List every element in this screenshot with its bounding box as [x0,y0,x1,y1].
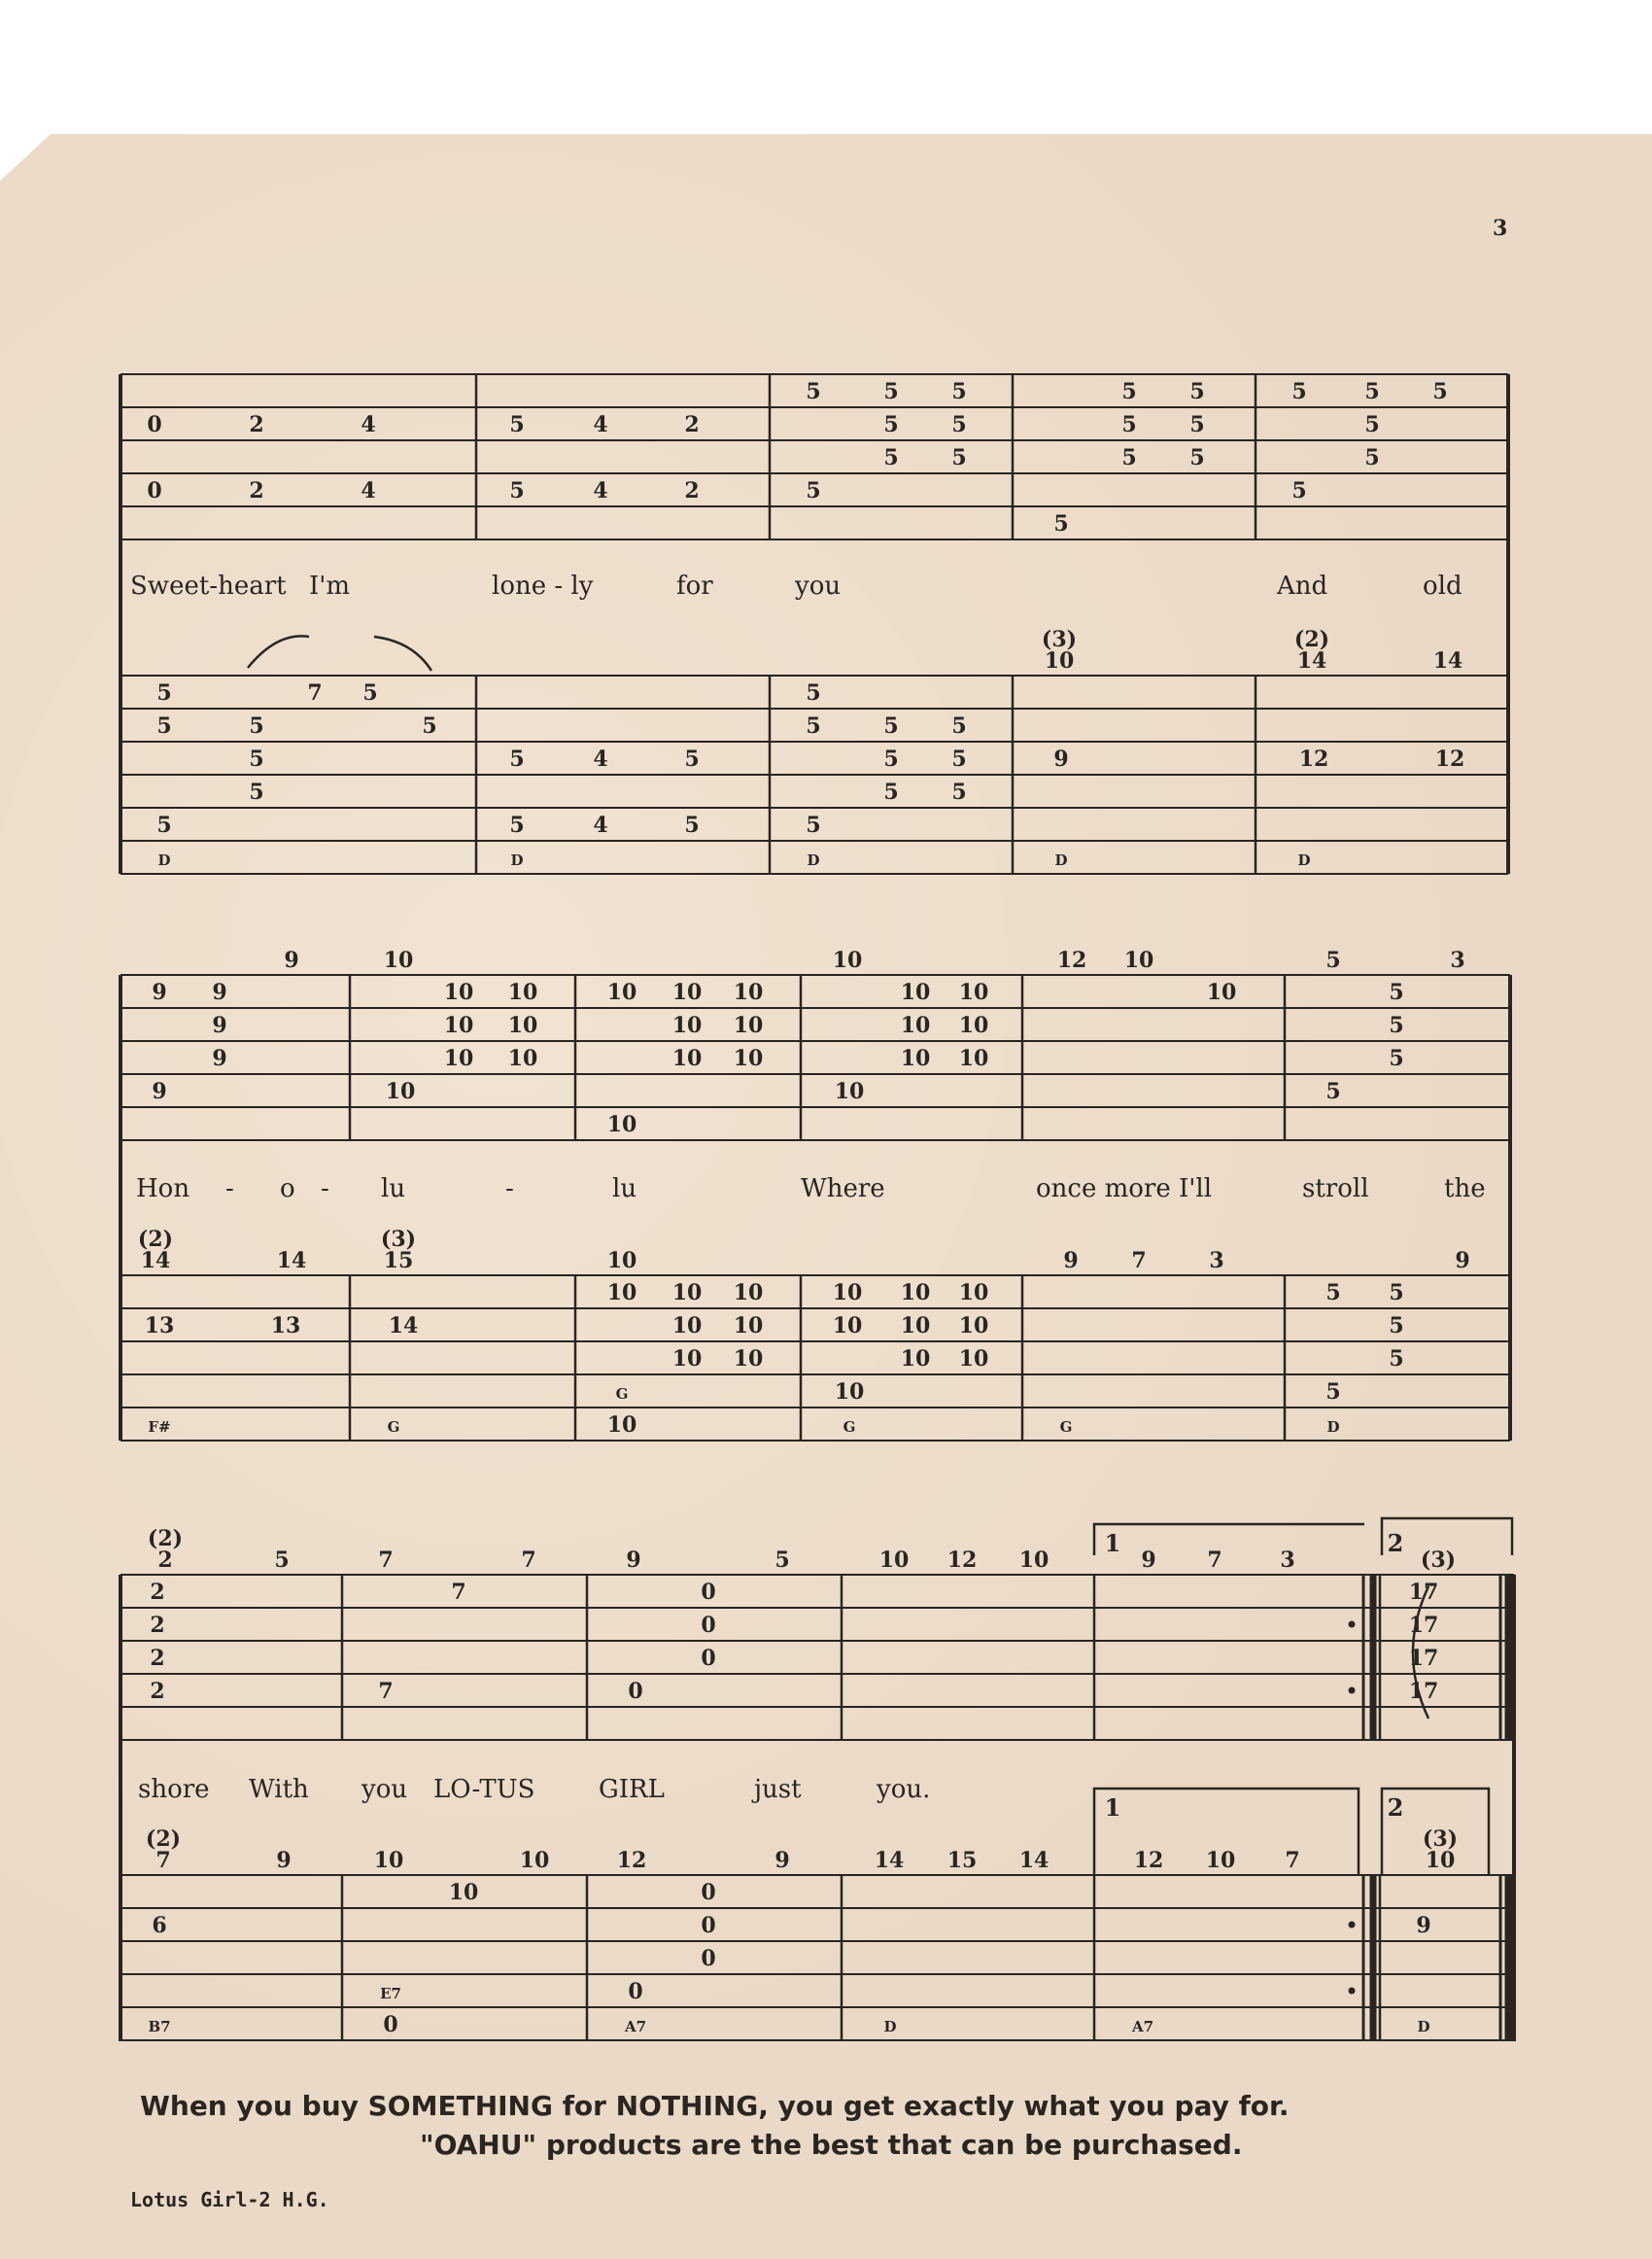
fret-number-above: 5 [274,1547,290,1573]
fret-number: 7 [451,1580,466,1605]
fret-number: 12 [1298,747,1329,772]
fret-number-above: (2) [137,1227,174,1252]
fret-number: 5 [1389,1313,1404,1338]
fret-number: 17 [1408,1580,1439,1605]
chord-name: D [1054,851,1068,869]
fret-number-above: 5 [774,1547,790,1573]
lyric-word: once more I'll [1036,1174,1213,1203]
fret-number: 6 [152,1913,167,1938]
fret-number: 5 [806,379,821,404]
fret-number: 5 [951,780,967,805]
fret-number-above: 15 [383,1248,414,1273]
fret-number: 5 [684,747,700,772]
fret-number: 14 [388,1313,419,1338]
fret-number: 5 [883,747,899,772]
fret-number: 0 [701,1580,716,1605]
chord-name: D [1297,851,1311,869]
fret-number: 10 [606,1112,637,1137]
fret-number: 2 [150,1613,165,1638]
fret-number: 5 [1389,1046,1404,1071]
fret-number-above: 10 [1018,1547,1050,1573]
fret-number: 13 [270,1313,301,1338]
lyric-word: just [754,1775,802,1804]
fret-number: 4 [593,813,608,838]
chord-name: D [807,851,820,869]
fret-number-above: 12 [616,1848,647,1873]
fret-number: 5 [1325,1079,1341,1104]
fret-number: 0 [147,412,162,437]
repeat-dot [1349,1988,1356,1995]
fret-number: 10 [606,980,637,1005]
fret-number: 10 [671,980,703,1005]
fret-number-above: 7 [1131,1248,1147,1273]
fret-number: 5 [806,813,821,838]
lyric-word: the [1444,1174,1486,1203]
fret-number: 5 [1364,379,1380,404]
fret-number: 10 [385,1079,416,1104]
fret-number: 10 [443,980,474,1005]
fret-number: 10 [834,1079,865,1104]
lyric-word: I'm [309,572,351,601]
fret-number-above: 9 [774,1848,790,1873]
fret-number: 5 [806,680,821,706]
slide-arc [248,636,309,668]
fret-number: 5 [509,747,525,772]
fret-number: 9 [1416,1913,1431,1938]
chord-name: E7 [380,1985,401,2002]
fret-number: 0 [147,478,162,504]
fret-number: 12 [1434,747,1465,772]
fret-number: 10 [733,1346,764,1372]
fret-number-above: 10 [1425,1848,1456,1873]
fret-number: 5 [362,680,378,706]
fret-number: 5 [509,478,525,504]
chord-name: A7 [624,2018,647,2035]
lyric-word: LO-TUS [433,1775,535,1804]
fret-number: 5 [509,813,525,838]
chord-name: G [615,1385,629,1403]
lyric-word: - [505,1174,514,1203]
lyric-word: - [321,1174,329,1203]
fret-number-above: (2) [147,1526,184,1551]
fret-number: 10 [958,1280,989,1305]
fret-number-above: 14 [1018,1848,1050,1873]
fret-number: 5 [249,747,264,772]
fret-number-above: 7 [1207,1547,1222,1573]
fret-number: 10 [900,980,931,1005]
fret-number-above: 9 [1455,1248,1470,1273]
fret-number: 5 [951,445,967,470]
system-1-lower-staff [120,676,1508,874]
fret-number: 10 [832,1280,863,1305]
fret-number: 10 [733,980,764,1005]
lyric-word: And [1277,572,1328,601]
fret-number: 10 [958,1313,989,1338]
fret-number: 9 [152,1079,167,1104]
fret-number-above: (2) [145,1826,182,1852]
fret-number: 5 [806,713,821,739]
fret-number: 5 [1121,445,1137,470]
fret-number: 10 [733,1280,764,1305]
chord-name: D [1326,1418,1340,1436]
fret-number: 10 [958,1046,989,1071]
fret-number: 9 [212,1013,227,1038]
footer-tagline: "OAHU" products are the best that can be purchased. [420,2129,1243,2161]
fret-number: 10 [606,1280,637,1305]
fret-number: 4 [361,412,376,437]
fret-number: 5 [509,412,525,437]
lyric-word: you [795,572,842,601]
song-credit: Lotus Girl-2 H.G. [130,2188,329,2211]
lyric-word: lone - ly [492,572,594,601]
fret-number-above: 10 [832,948,863,973]
fret-number: 5 [951,747,967,772]
fret-number-above: 12 [1133,1848,1164,1873]
fret-number: 2 [249,412,264,437]
fret-number: 10 [834,1379,865,1405]
fret-number: 10 [733,1013,764,1038]
fret-number: 2 [150,1646,165,1671]
tie-arc [374,637,431,671]
fret-number: 0 [701,1880,716,1905]
lyric-word: for [676,572,713,601]
fret-number: 5 [1364,445,1380,470]
fret-number-above: (3) [1041,627,1078,652]
lyric-word: lu [612,1174,637,1203]
fret-number: 4 [593,747,608,772]
fret-number: 10 [900,1013,931,1038]
fret-number-above: 14 [1432,648,1463,674]
chord-name: A7 [1131,2018,1154,2035]
footer-slogan: When you buy SOMETHING for NOTHING, you get exactly what you pay for. [140,2090,1290,2122]
fret-number-above: 2 [157,1547,173,1573]
volta-2-lower-label: 2 [1387,1793,1404,1822]
fret-number-above: 10 [606,1248,637,1273]
lyric-word: lu [381,1174,406,1203]
fret-number: 10 [958,980,989,1005]
volta-2-label: 2 [1387,1529,1404,1557]
fret-number: 10 [733,1046,764,1071]
fret-number: 5 [1325,1280,1341,1305]
fret-number: 5 [1189,445,1205,470]
fret-number: 13 [144,1313,175,1338]
fret-number: 5 [1291,478,1307,504]
fret-number: 5 [1053,511,1069,537]
fret-number: 10 [671,1046,703,1071]
fret-number: 10 [900,1280,931,1305]
lyric-word: you [361,1775,408,1804]
fret-number: 10 [671,1280,703,1305]
chord-name: G [387,1418,400,1436]
fret-number: 5 [156,680,172,706]
chord-name: D [1417,2018,1430,2035]
fret-number-above: (3) [1420,1547,1457,1573]
fret-number: 10 [900,1046,931,1071]
volta-1-lower-label: 1 [1104,1793,1121,1822]
fret-number: 5 [951,379,967,404]
chord-name: D [510,851,524,869]
fret-number-above: 12 [1056,948,1087,973]
fret-number: 10 [671,1013,703,1038]
fret-number-above: 9 [626,1547,641,1573]
fret-number-above: 3 [1450,948,1465,973]
fret-number: 5 [1189,379,1205,404]
fret-number: 5 [951,412,967,437]
fret-number-above: 5 [1325,948,1341,973]
fret-number: 5 [883,445,899,470]
chord-name: B7 [148,2018,171,2035]
fret-number: 0 [701,1646,716,1671]
fret-number-above: (3) [380,1227,417,1252]
lyric-word: GIRL [599,1775,665,1804]
fret-number: 5 [951,713,967,739]
fret-number: 2 [684,412,700,437]
fret-number: 2 [150,1580,165,1605]
fret-number: 10 [448,1880,479,1905]
fret-number: 0 [701,1946,716,1971]
fret-number: 9 [152,980,167,1005]
fret-number: 5 [156,813,172,838]
fret-number-above: 12 [946,1547,978,1573]
fret-number-above: 3 [1280,1547,1295,1573]
fret-number-above: 10 [1205,1848,1236,1873]
fret-number: 5 [883,412,899,437]
fret-number: 5 [883,780,899,805]
fret-number-above: 7 [155,1848,171,1873]
fret-number: 5 [1432,379,1448,404]
fret-number: 5 [806,478,821,504]
fret-number: 10 [507,980,538,1005]
fret-number: 5 [883,379,899,404]
fret-number: 10 [733,1313,764,1338]
fret-number-above: 9 [284,948,299,973]
fret-number: 5 [1121,412,1137,437]
system-1-upper-staff [120,374,1508,539]
volta-1-bracket [1094,1524,1364,1555]
fret-number: 5 [1389,1280,1404,1305]
lyric-word: Hon [136,1174,190,1203]
fret-number: 0 [628,1979,643,2004]
fret-number-above: 14 [276,1248,307,1273]
chord-name: F# [148,1418,171,1436]
fret-number-above: 14 [140,1248,171,1273]
fret-number: 10 [507,1046,538,1071]
fret-number-above: 9 [1141,1547,1156,1573]
fret-number: 5 [1291,379,1307,404]
chord-name: G [843,1418,856,1436]
fret-number: 17 [1408,1646,1439,1671]
fret-number: 0 [383,2012,398,2037]
fret-number: 0 [628,1679,643,1704]
chord-name: D [883,2018,897,2035]
fret-number: 5 [1121,379,1137,404]
fret-number: 5 [1325,1379,1341,1405]
fret-number: 2 [684,478,700,504]
fret-number: 9 [212,1046,227,1071]
fret-number: 5 [1389,1013,1404,1038]
fret-number-above: 10 [1123,948,1154,973]
fret-number-above: 9 [1063,1248,1079,1273]
repeat-dot [1349,1687,1356,1694]
fret-number: 4 [361,478,376,504]
page-number: 3 [1493,216,1508,241]
fret-number: 7 [378,1679,394,1704]
fret-number: 9 [212,980,227,1005]
fret-number: 4 [593,412,608,437]
repeat-dot [1349,1922,1356,1929]
lyric-word: old [1423,572,1463,601]
fret-number: 5 [684,813,700,838]
fret-number: 17 [1408,1613,1439,1638]
lyric-word: With [249,1775,309,1804]
fret-number: 10 [507,1013,538,1038]
fret-number: 5 [249,780,264,805]
fret-number: 10 [443,1046,474,1071]
lyric-word: you. [877,1775,931,1804]
fret-number-above: 10 [519,1848,550,1873]
fret-number: 4 [593,478,608,504]
lyric-word: stroll [1302,1174,1369,1203]
volta-1-label: 1 [1104,1529,1121,1557]
fret-number: 5 [883,713,899,739]
chord-name: D [157,851,171,869]
fret-number: 10 [900,1346,931,1372]
fret-number-above: 9 [276,1848,292,1873]
fret-number: 2 [249,478,264,504]
fret-number-above: 10 [878,1547,910,1573]
fret-number: 0 [701,1913,716,1938]
fret-number: 7 [307,680,323,706]
fret-number: 5 [1189,412,1205,437]
fret-number: 5 [422,713,437,739]
fret-number: 5 [1389,980,1404,1005]
system-2-lower-staff [120,1275,1510,1441]
fret-number-above: 10 [1044,648,1075,674]
fret-number: 5 [1389,1346,1404,1372]
fret-number: 10 [606,1412,637,1438]
fret-number: 5 [1364,412,1380,437]
lyric-word: o [280,1174,295,1203]
fret-number: 10 [958,1013,989,1038]
system-3-lower-staff [120,1875,1514,2040]
fret-number: 10 [671,1346,703,1372]
fret-number: 2 [150,1679,165,1704]
fret-number: 10 [832,1313,863,1338]
fret-number: 0 [701,1613,716,1638]
fret-number: 10 [900,1313,931,1338]
fret-number: 17 [1408,1679,1439,1704]
fret-number-above: 10 [383,948,414,973]
system-3-upper-staff [120,1575,1514,1740]
fret-number: 9 [1053,747,1069,772]
fret-number-above: 14 [1296,648,1327,674]
fret-number-above: 3 [1209,1248,1224,1273]
lyric-word: Where [801,1174,885,1203]
lyric-word: - [225,1174,234,1203]
fret-number: 10 [671,1313,703,1338]
fret-number: 10 [958,1346,989,1372]
fret-number: 5 [249,713,264,739]
fret-number: 10 [443,1013,474,1038]
fret-number-above: 7 [521,1547,536,1573]
fret-number-above: 7 [1285,1848,1300,1873]
fret-number-above: (3) [1422,1826,1459,1852]
fret-number-above: 10 [373,1848,404,1873]
fret-number: 10 [1206,980,1237,1005]
chord-name: G [1059,1418,1073,1436]
repeat-dot [1349,1621,1356,1628]
lyric-word: shore [138,1775,210,1804]
fret-number-above: 7 [378,1547,394,1573]
fret-number-above: 14 [874,1848,905,1873]
fret-number-above: 15 [946,1848,978,1873]
fret-number: 5 [156,713,172,739]
system-2-upper-staff [120,975,1510,1140]
lyric-word: Sweet-heart [130,572,287,601]
fret-number-above: (2) [1293,627,1330,652]
